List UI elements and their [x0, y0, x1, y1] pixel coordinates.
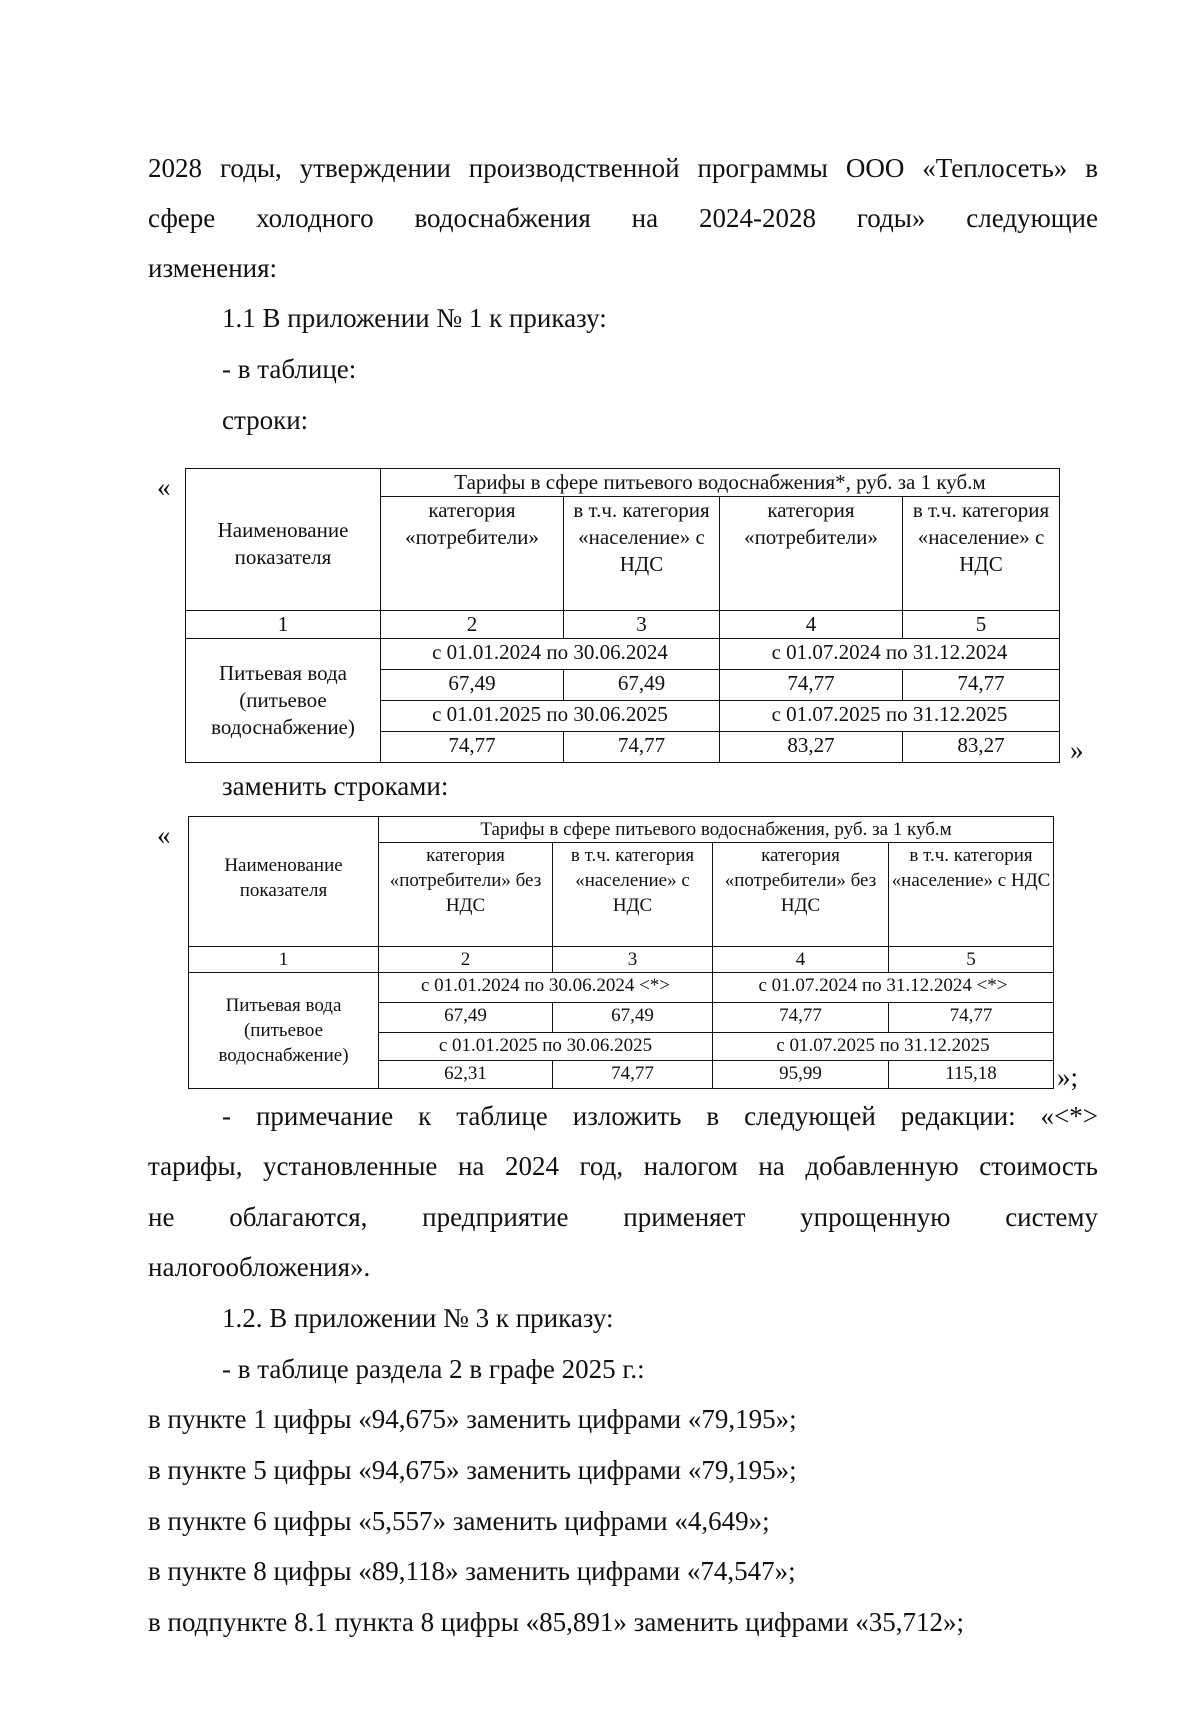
sub-header: в т.ч. категория «население» с НДС — [553, 843, 713, 947]
value-cell: 83,27 — [720, 732, 903, 763]
sub-header: категория «потребители» без НДС — [713, 843, 889, 947]
row-name: Питьевая вода (питьевое водоснабжение) — [186, 639, 381, 763]
value-cell: 62,31 — [379, 1061, 553, 1089]
value-cell: 95,99 — [713, 1061, 889, 1089]
change-line: в подпункте 8.1 пункта 8 цифры «85,891» заменить цифрами «35,712»; — [148, 1607, 965, 1637]
sub-header: в т.ч. категория «население» с НДС — [564, 497, 720, 611]
col-number: 4 — [720, 611, 903, 639]
col-number: 3 — [553, 947, 713, 973]
period-cell: с 01.01.2024 по 30.06.2024 <*> — [379, 973, 713, 1003]
value-cell: 67,49 — [564, 670, 720, 701]
value-cell: 67,49 — [553, 1003, 713, 1033]
value-cell: 74,77 — [381, 732, 564, 763]
change-line: в пункте 1 цифры «94,675» заменить цифрами «79,195»; — [148, 1404, 797, 1434]
value-cell: 74,77 — [553, 1061, 713, 1089]
change-line: в пункте 6 цифры «5,557» заменить цифрами «4,649»; — [148, 1506, 770, 1536]
col-number: 4 — [713, 947, 889, 973]
col-number: 3 — [564, 611, 720, 639]
value-cell: 74,77 — [713, 1003, 889, 1033]
value-cell: 74,77 — [564, 732, 720, 763]
col-name-header — [189, 817, 379, 947]
col-number: 2 — [381, 611, 564, 639]
note-line-2: тарифы, установленные на 2024 год, налогом на добавленную стоимость — [148, 1151, 1098, 1181]
value-cell: 74,77 — [720, 670, 903, 701]
change-line: в пункте 8 цифры «89,118» заменить цифрами «74,547»; — [148, 1556, 796, 1586]
value-cell: 67,49 — [379, 1003, 553, 1033]
old-table-open-quote: « — [157, 472, 171, 502]
new-table-open-quote: « — [157, 820, 171, 850]
item-1-1-heading: 1.1 В приложении № 1 к приказу: — [222, 303, 607, 333]
item-1-2-heading: 1.2. В приложении № 3 к приказу: — [222, 1303, 614, 1333]
period-cell: с 01.07.2024 по 31.12.2024 — [720, 639, 1060, 670]
row-name: Питьевая вода (питьевое водоснабжение) — [189, 973, 379, 1089]
item-1-2-in-table: - в таблице раздела 2 в графе 2025 г.: — [222, 1354, 645, 1384]
period-cell: с 01.01.2025 по 30.06.2025 — [381, 701, 720, 732]
old-tariff-table — [185, 468, 1060, 763]
col-number: 1 — [186, 611, 381, 639]
intro-line-2: сфере холодного водоснабжения на 2024-2028 годы» следующие — [148, 203, 1098, 233]
col-number: 5 — [903, 611, 1060, 639]
sub-header: категория «потребители» без НДС — [379, 843, 553, 947]
new-tariff-table — [188, 816, 1054, 1089]
period-cell: с 01.01.2024 по 30.06.2024 — [381, 639, 720, 670]
item-1-1-in-table: - в таблице: — [222, 354, 357, 384]
col-number: 5 — [889, 947, 1054, 973]
old-table-close-quote: » — [1070, 735, 1084, 765]
sub-header: в т.ч. категория «население» с НДС — [889, 843, 1054, 947]
value-cell: 74,77 — [903, 670, 1060, 701]
replace-with-label: заменить строками: — [222, 771, 449, 801]
period-cell: с 01.07.2025 по 31.12.2025 — [713, 1033, 1054, 1061]
value-cell: 74,77 — [889, 1003, 1054, 1033]
period-cell: с 01.07.2024 по 31.12.2024 <*> — [713, 973, 1054, 1003]
item-1-1-rows-word: строки: — [222, 405, 309, 435]
value-cell: 115,18 — [889, 1061, 1054, 1089]
group-header: Тарифы в сфере питьевого водоснабжения*, руб. за 1 куб.м — [381, 469, 1060, 497]
col-number: 2 — [379, 947, 553, 973]
col-number: 1 — [189, 947, 379, 973]
new-table-close-quote: »; — [1057, 1062, 1079, 1092]
sub-header: в т.ч. категория «население» с НДС — [903, 497, 1060, 611]
sub-header: категория «потребители» — [720, 497, 903, 611]
intro-line-3: изменения: — [148, 253, 278, 283]
sub-header: категория «потребители» — [381, 497, 564, 611]
change-line: в пункте 5 цифры «94,675» заменить цифрами «79,195»; — [148, 1455, 797, 1485]
col-name-header-text: Наименование показателя — [224, 855, 343, 901]
note-line-4: налогообложения». — [148, 1252, 371, 1282]
note-line-3: не облагаются, предприятие применяет упрощенную систему — [148, 1202, 1098, 1232]
note-line-1: - примечание к таблице изложить в следующей редакции: «<*> — [222, 1101, 1098, 1131]
intro-line-1: 2028 годы, утверждении производственной программы ООО «Теплосеть» в — [148, 153, 1098, 183]
col-name-header-text: Наименование показателя — [217, 518, 349, 569]
value-cell: 83,27 — [903, 732, 1060, 763]
period-cell: с 01.01.2025 по 30.06.2025 — [379, 1033, 713, 1061]
group-header: Тарифы в сфере питьевого водоснабжения, руб. за 1 куб.м — [379, 817, 1054, 843]
value-cell: 67,49 — [381, 670, 564, 701]
period-cell: с 01.07.2025 по 31.12.2025 — [720, 701, 1060, 732]
col-name-header — [186, 469, 381, 611]
